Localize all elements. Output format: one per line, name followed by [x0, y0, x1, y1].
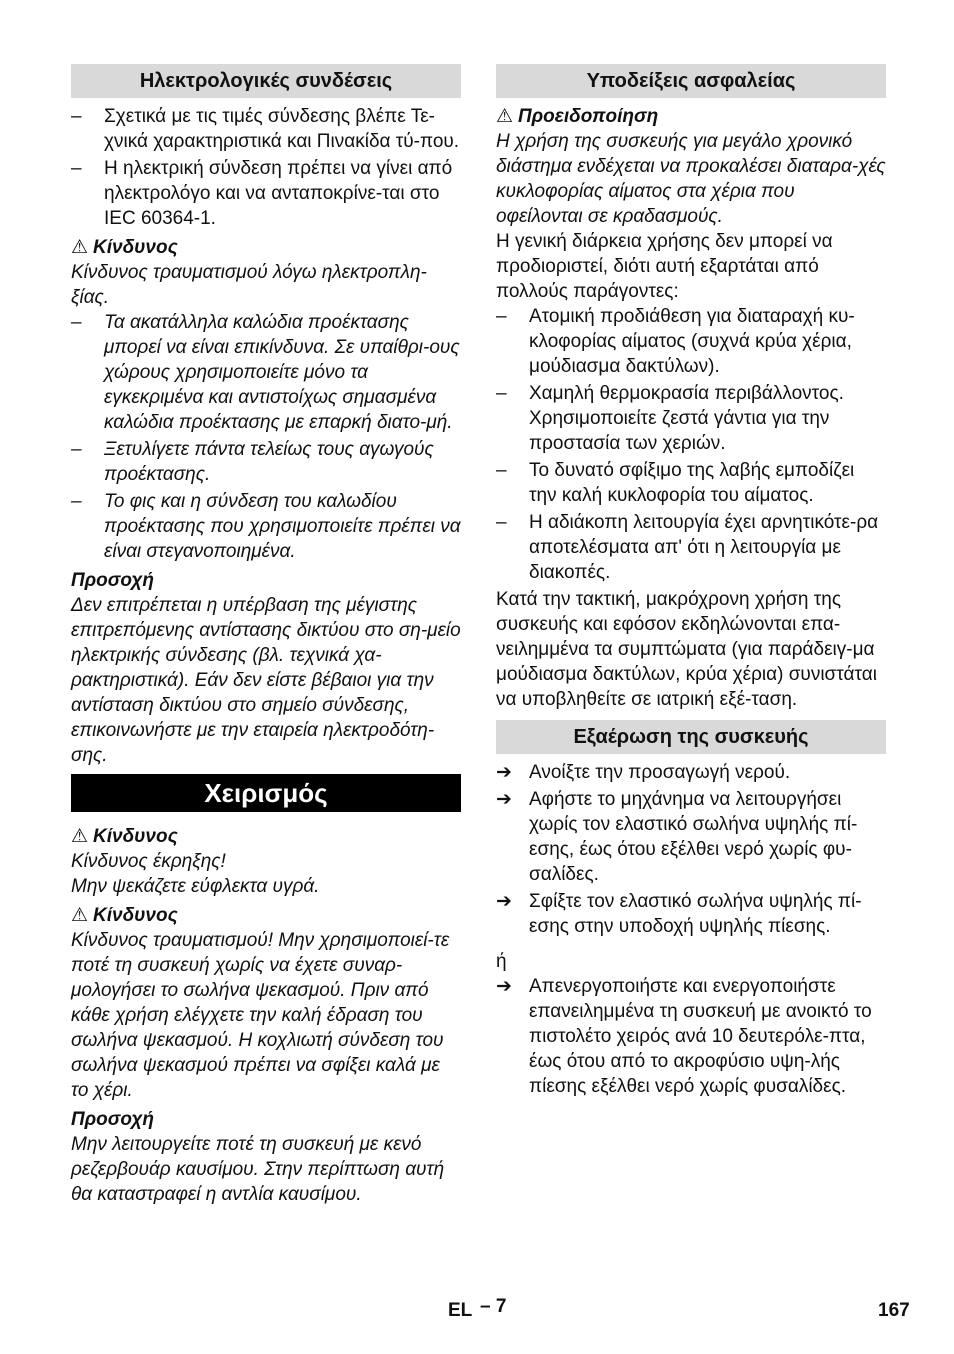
- right-arrow-icon: ➔: [496, 762, 512, 783]
- list-item: ➔ Σφίξτε τον ελαστικό σωλήνα υψηλής πί-εσης στην υποδοχή υψηλής πίεσης.: [496, 891, 862, 937]
- list-item: – Τα ακατάλληλα καλώδια προέκτασης μπορεί να είναι επικίνδυνα. Σε υπαίθρι-ους χώρους χρησιμοποιείτε μόνο τα εγκεκριμένα και αντιστοίχως σημασμένα καλώδια προέκτασης με επαρκή διατο-μή.: [71, 312, 460, 433]
- list-item: – Το δυνατό σφίξιμο της λαβής εμποδίζει την καλή κυκλοφορία του αίματος.: [496, 460, 855, 506]
- warning-triangle-icon: ⚠: [71, 237, 89, 258]
- list-item: – Το φις και η σύνδεση του καλωδίου προέκτασης που χρησιμοποιείτε πρέπει να είναι στεγανοποιημένα.: [71, 491, 461, 562]
- right-arrow-icon: ➔: [496, 891, 512, 912]
- or-text: ή: [496, 951, 507, 972]
- factors-list: [496, 304, 886, 585]
- dash-bullet: –: [71, 312, 82, 333]
- list-item: – Χαμηλή θερμοκρασία περιβάλλοντος. Χρησιμοποιείτε ζεστά γάντια για την προστασία των χεριών.: [496, 383, 844, 454]
- caution-text: Δεν επιτρέπεται η υπέρβαση της μέγιστης επιτρεπόμενης αντίστασης δικτύου στο ση-μείο ηλεκτρικής σύνδεσης (βλ. τεχνικά χα-ρακτηριστικά). Εάν δεν είστε βέβαιοι για την αντίσταση δικτύου στο σημείο σύνδεσης, επικοινωνήστε με την εταιρεία ηλεκτροδότη-σης.: [71, 595, 461, 766]
- dash-bullet: –: [496, 383, 507, 404]
- warning-triangle-icon: ⚠: [496, 106, 514, 127]
- dash-bullet: –: [71, 106, 82, 127]
- dash-bullet: –: [496, 460, 507, 481]
- venting-steps: [496, 760, 886, 939]
- section-header-venting: Εξαέρωση της συσκευής: [496, 720, 886, 754]
- list-item: – Η αδιάκοπη λειτουργία έχει αρνητικότε-ρα αποτελέσματα απ' ότι η λειτουργία με διακοπές.: [496, 512, 879, 583]
- list-item: ➔ Ανοίξτε την προσαγωγή νερού.: [496, 762, 791, 783]
- section-header-electrical: Ηλεκτρολογικές συνδέσεις: [71, 64, 461, 98]
- danger-list: [71, 310, 461, 564]
- dash-bullet: –: [496, 512, 507, 533]
- right-arrow-icon: ➔: [496, 976, 512, 997]
- list-item: ➔ Αφήστε το μηχάνημα να λειτουργήσει χωρίς τον ελαστικό σωλήνα υψηλής πί-εσης, έως ότου εξέλθει νερό χωρίς φυ-σαλίδες.: [496, 789, 858, 885]
- electrical-list: [71, 104, 461, 231]
- list-item: – Ατομική προδιάθεση για διαταραχή κυ-κλοφορίας αίματος (συχνά κρύα χέρια, μούδιασμα δακτύλων).: [496, 306, 855, 377]
- dash-bullet: –: [71, 158, 82, 179]
- danger-heading: ⚠ Κίνδυνος: [71, 826, 178, 847]
- dash-bullet: –: [496, 306, 507, 327]
- warning-triangle-icon: ⚠: [71, 826, 89, 847]
- left-column: [71, 64, 461, 1207]
- warning-heading: ⚠ Προειδοποίηση: [496, 106, 659, 127]
- footer-page-number: 167: [878, 1300, 910, 1321]
- section-header-safety: Υποδείξεις ασφαλείας: [496, 64, 886, 98]
- warning-text: Η χρήση της συσκευής για μεγάλο χρονικό διάστημα ενδέχεται να προκαλέσει διαταρα-χές κυκλοφορίας αίματος στα χέρια που οφείλονται σε κραδασμούς.: [496, 131, 886, 227]
- venting-alt-step: [496, 974, 886, 1099]
- dash-bullet: –: [71, 439, 82, 460]
- caution-heading: Προσοχή: [71, 1109, 155, 1130]
- danger-heading: ⚠ Κίνδυνος: [71, 905, 178, 926]
- danger-text: Κίνδυνος τραυματισμού λόγω ηλεκτροπλη-ξίας.: [71, 262, 427, 308]
- list-item: – Ξετυλίγετε πάντα τελείως τους αγωγούς προέκτασης.: [71, 439, 434, 485]
- right-arrow-icon: ➔: [496, 789, 512, 810]
- danger-text: Κίνδυνος τραυματισμού! Μην χρησιμοποιεί-τε ποτέ τη συσκευή χωρίς να έχετε συναρ-μολογήσει το σωλήνα ψεκασμού. Πριν από κάθε χρήση ελέγχετε την καλή έδραση του σωλήνα ψεκασμού. Η κοχλιωτή σύνδεση του σωλήνα ψεκασμού πρέπει να σφίξει καλά με το χέρι.: [71, 930, 450, 1101]
- footer-section-page: – 7: [480, 1296, 507, 1317]
- danger-text: Μην ψεκάζετε εύφλεκτα υγρά.: [71, 876, 320, 897]
- list-item: ➔ Απενεργοποιήστε και ενεργοποιήστε επανειλημμένα τη συσκευή με ανοικτό το πιστολέτο χειρός ανά 10 δευτερόλε-πτα, έως ότου από το ακροφύσιο υψη-λής πίεσης εξέλθει νερό χωρίς φυσαλίδες.: [496, 976, 872, 1097]
- footer-language: EL: [448, 1300, 473, 1321]
- dash-bullet: –: [71, 491, 82, 512]
- danger-heading: ⚠ Κίνδυνος: [71, 237, 178, 258]
- chapter-header-operation: Χειρισμός: [71, 774, 461, 812]
- list-item: – Σχετικά με τις τιμές σύνδεσης βλέπε Τε-χνικά χαρακτηριστικά και Πινακίδα τύ-που.: [71, 106, 460, 152]
- list-item: – Η ηλεκτρική σύνδεση πρέπει να γίνει από ηλεκτρολόγο και να ανταποκρίνε-ται στο IEC 60364-1.: [71, 158, 453, 229]
- caution-heading: Προσοχή: [71, 570, 155, 591]
- warning-triangle-icon: ⚠: [71, 905, 89, 926]
- caution-text: Μην λειτουργείτε ποτέ τη συσκευή με κενό ρεζερβουάρ καυσίμου. Στην περίπτωση αυτή θα καταστραφεί η αντλία καυσίμου.: [71, 1134, 445, 1205]
- regular-use-text: Κατά την τακτική, μακρόχρονη χρήση της συσκευής και εφόσον εκδηλώνονται επα-νειλημμένα τα συμπτώματα (για παράδειγ-μα μούδιασμα δακτύλων, κρύα χέρια) συνιστάται να υποβληθείτε σε ιατρική εξέ-ταση.: [496, 589, 877, 710]
- right-column: [496, 64, 886, 1101]
- general-text: Η γενική διάρκεια χρήσης δεν μπορεί να προδιοριστεί, διότι αυτή εξαρτάται από πολλούς παράγοντες:: [496, 231, 833, 302]
- danger-text: Κίνδυνος έκρηξης!: [71, 851, 226, 872]
